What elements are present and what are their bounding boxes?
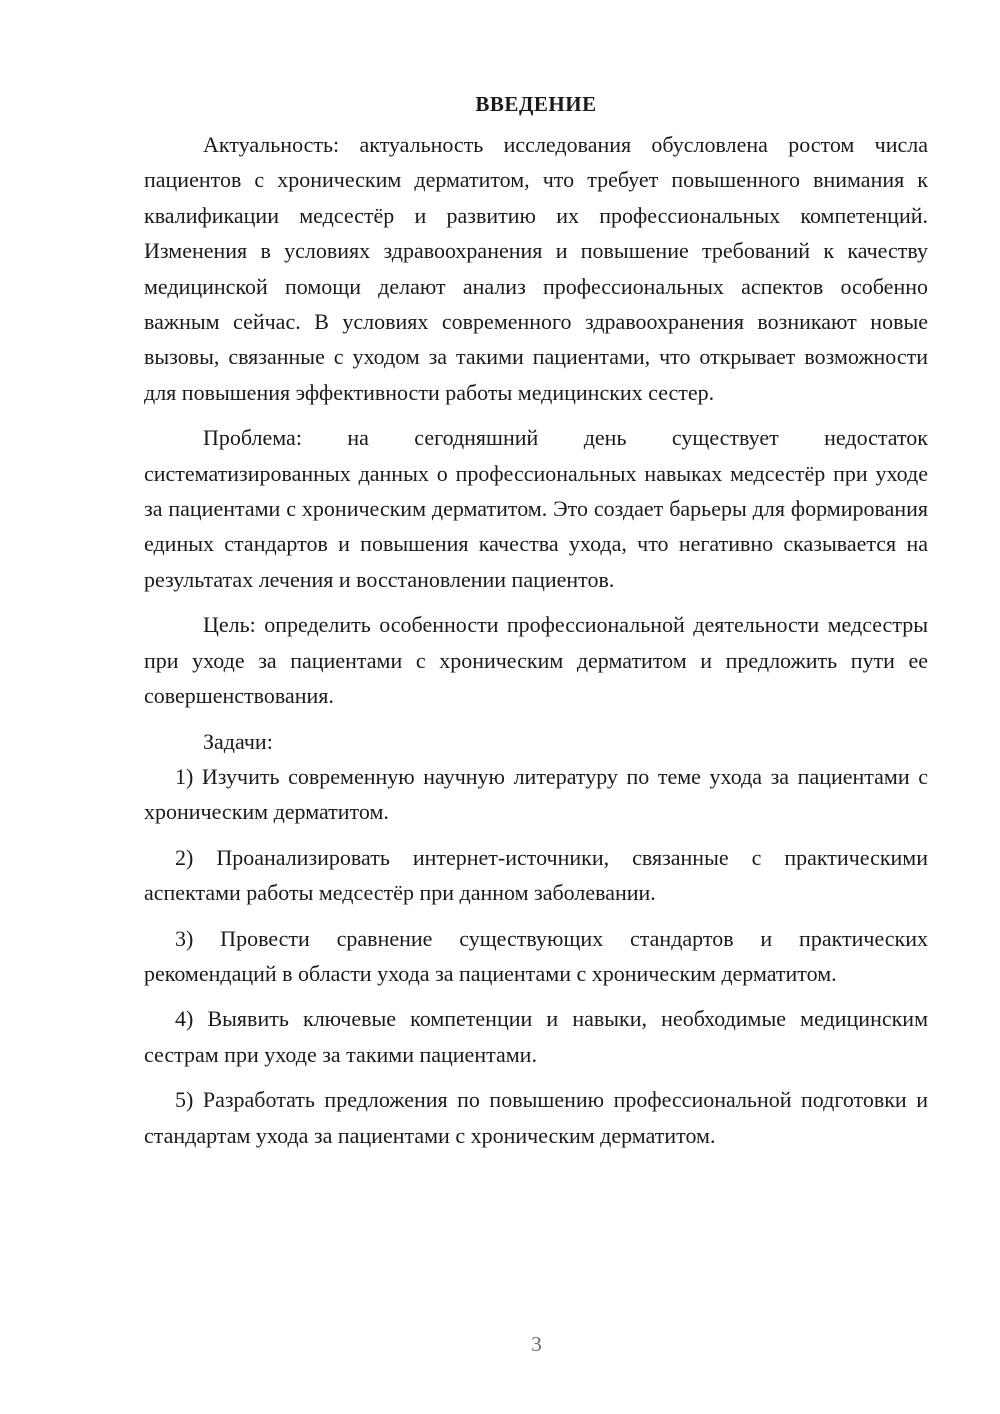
page-content	[144, 92, 928, 1153]
task-item: 1) Изучить современную научную литературу по теме ухода за пациентами с хроническим дерматитом.	[144, 763, 928, 825]
page-number: 3	[531, 1332, 542, 1356]
relevance-paragraph: Актуальность: актуальность исследования обусловлена ростом числа пациентов с хроническим дерматитом, что требует повышенного внимания к квалификации медсестёр и развитию их профессиональных компетенций. Изменения в условиях здравоохранения и повышение требований к качеству медицинской помощи делают анализ профессиональных аспектов особенно важным сейчас. В условиях современного здравоохранения возникают новые вызовы, связанные с уходом за такими пациентами, что открывает возможности для повышения эффективности работы медицинских сестер.	[144, 132, 928, 405]
task-item: 2) Проанализировать интернет-источники, связанные с практическими аспектами работы медсестёр при данном заболевании.	[144, 844, 928, 906]
goal-paragraph: Цель: определить особенности профессиональной деятельности медсестры при уходе за пациентами с хроническим дерматитом и предложить пути ее совершенствования.	[144, 612, 928, 709]
task-item: 5) Разработать предложения по повышению профессиональной подготовки и стандартам ухода за пациентами с хроническим дерматитом.	[144, 1087, 928, 1148]
problem-paragraph: Проблема: на сегодняшний день существует недостаток систематизированных данных о профессиональных навыках медсестёр при уходе за пациентами с хроническим дерматитом. Это создает барьеры для формирования единых стандартов и повышения качества ухода, что негативно сказывается на результатах лечения и восстановлении пациентов.	[144, 425, 928, 592]
page-title: ВВЕДЕНИЕ	[475, 92, 597, 116]
tasks-label: Задачи:	[203, 728, 273, 754]
task-item: 4) Выявить ключевые компетенции и навыки, необходимые медицинским сестрам при уходе за такими пациентами.	[144, 1006, 928, 1067]
task-item: 3) Провести сравнение существующих стандартов и практических рекомендаций в области ухода за пациентами с хроническим дерматитом.	[144, 925, 928, 986]
tasks-list	[144, 759, 928, 1153]
